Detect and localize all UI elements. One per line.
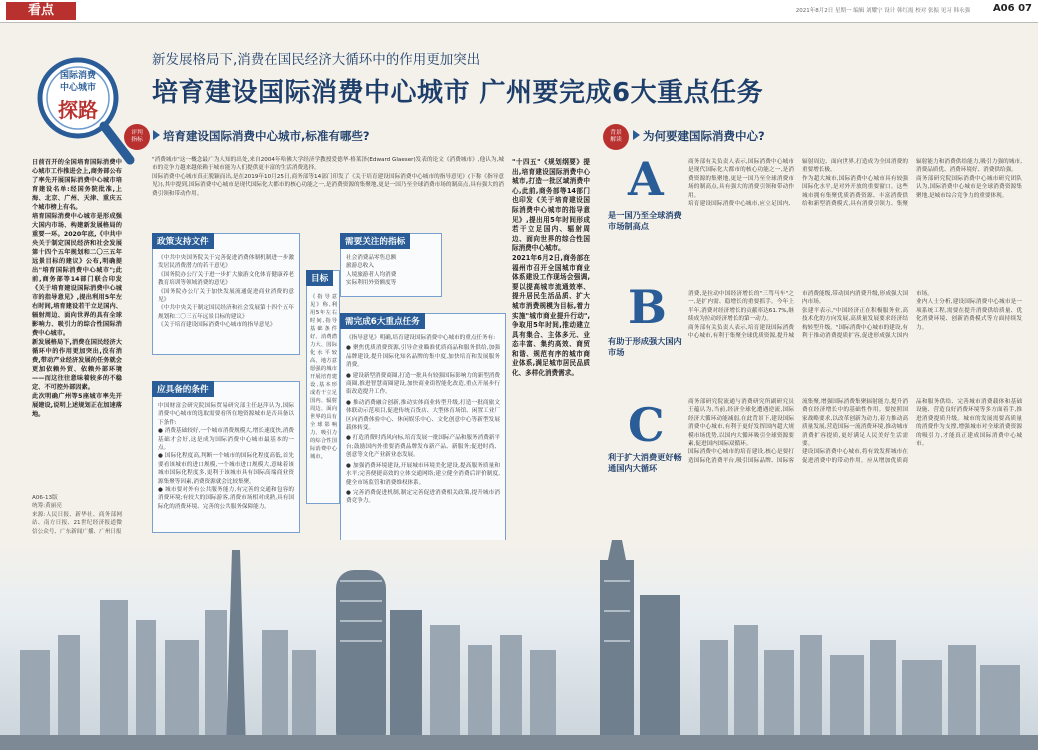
goal-text: 《指导意见》称,利用5年左右时间,指导基础条件好、消费潜力大、国际化水平较高、地方意愿强的城市开展培育建设,基本形成若干立足国内、辐射周边、面向世界的具有全球影响力、吸引力的综合性国际消费中心城市。 [310,294,337,460]
list-item: ● 打造消费时尚风向标,培育发展一批国际产品和服务消费新平台;鼓励国内外重要消费品牌发布新产品、新服务;促进时尚、创意等文化产业新业态发展。 [346,435,500,459]
middle-text: "十四五"《规划纲要》提出,培育建设国际消费中心城市,打造一批区域消费中心,此前,商务部等14部门也印发《关于培育建设国际消费中心城市的指导意见》,提出用5年时间形成若干立足国内、辐射周边、面向世界的综合性国际消费中心城市。 2021年6月2日,商务部在福州市召开全国城市商业体系建设工作现场会强调,要以提高城市流通效率、提升居民生活品质、扩大城市消费规模为目标,着力实施"城市商业提升行动",争取用5年时间,推动建立具有集合、主体多元、业态丰富、集约高效、商贸和谐、规范有序的城市商业体系,满足城市居民品质化、多样化消费需求。 [512,158,590,378]
main-title: 培育建设国际消费中心城市 广州要完成6大重点任务 [152,78,764,108]
commentary-tag-text: 评判 指标 [131,130,143,143]
list-item: 《国务院办公厅关于加快发展流通促进商业消费的意见》 [158,288,294,304]
badge-line2: 中心城市 [59,83,96,93]
policy-list [158,254,294,350]
question-arrow-icon [153,130,160,140]
letter-a-caption: 是一国乃至全球消费市场制高点 [608,210,682,231]
policy-box [152,233,300,355]
list-item: 《国务院办公厅关于进一步扩大旅游文化体育健康养老教育培训等领域消费的意见》 [158,271,294,287]
right-section-c: 商务部研究院流通与消费研究所副研究员王蕴认为,当前,经济全球化遭遇逆流,国际经济大循环动能减弱,在此背景下,建设国际消费中心城市,有利于更好发挥国内超大规模市场优势,以国内大循环吸引全球资源要素,促进国内国际双循环。 国际消费中心城市的培育建设,核心是要打造国际化消费平台,吸引国际品牌、国际客流集聚,增强国际消费集聚辐射能力,提升消费在经济增长中的基础性作用。要按照国家战略要求,以改革创新为动力,着力推动高质量发展,营造国际一流消费环境,推动城市消费扩容提质,更好满足人民美好生活需要。 建设国际消费中心城市,将有效发挥城市在促进消费中的带动作用。应从增加优质商品和服务供给、完善城市消费载体和基础设施、营造良好消费环境等多方面着手,推进消费提质升级。城市的发展需要高质量的消费作为支撑,增强城市对全球消费资源的吸引力,才能真正建成国际消费中心城市。 [688,399,1022,464]
kicker-title: 新发展格局下,消费在国民经济大循环中的作用更加突出 [152,52,481,68]
list-item: ● 建设新型消费商圈,打造一批具有较强国际影响力的新型消费商圈,推进智慧商圈建设,加快商业街智能化改造,重点开展步行街改造提升工作。 [346,372,500,396]
city-skyline-photo [0,540,1038,750]
letter-b: B [628,280,667,334]
background-tag [603,124,629,150]
background-question: 为何要建国际消费中心? [643,129,765,143]
list-item: ● 推动消费融合创新,推动实体商业转型升级,打造一批商旅文体联动示范项目,促进传统百货店、大型体育场馆、闲置工业厂区向消费体验中心、休闲娱乐中心、文化创意中心等新型发展载体转变。 [346,399,500,432]
badge-line3: 探路 [58,98,98,122]
left-lead: 日前召开的全国培育国际消费中心城市工作推进会上,商务部公布了率先开展国际消费中心城市培育建设名单:经国务院批准,上海、北京、广州、天津、重庆五个城市榜上有名。 培育国际消费中心城市是形成强大国内市场、构建新发展格局的重要一环。2020年底,《中共中央关于制定国民经济和社会发展第十四个五年规划和二〇三五年远景目标的建议》公布,明确提出"培育国际消费中心城市";此前,商务部等14部门联合印发《关于培育建设国际消费中心城市的指导意见》,提出利用5年左右时间,培育建设若干立足国内、辐射周边、面向世界的具有全球影响力、吸引力的综合性国际消费中心城市。 新发展格局下,消费在国民经济大循环中的作用更加突出,没有消费,带动产业经济发展的任务就会更加依赖外贸、依赖外部环境——而这往往意味着较多的不稳定、不可控外部因素。 此次明确广州等5座城市率先开展建设,说明上述规划正在加速落地。 [32,159,122,418]
goal-box [306,270,340,504]
conditions-box [152,381,300,533]
list-item: 《关于培育建设国际消费中心城市的指导意见》 [158,322,276,329]
badge-line1: 国际消费 [59,71,96,81]
indicator-box [340,233,442,297]
list-item: ● 加强消费环境建设,开展城市环境美化建设,提高服务质量和水平;完善便捷高效的立体交通网络;建立健全消费后评价制度,健全市场监管和消费维权体系。 [346,462,500,486]
page-number: A06 07 [992,3,1032,14]
list-item: ● 聚焦优质消费资源,引导企业瞄准优质商品和服务供给,加强品牌建设,提升国际化知名品牌的集中度,加快培育和发展服务消费。 [346,345,500,369]
right-section-b: 消费,是拉动中国经济增长的"三驾马车"之一,是扩内需、稳增长的重要抓手。今年上半年,消费对经济增长的贡献率达61.7%,继续成为拉动经济增长的第一动力。 商务部有关负责人表示,培育建设国际消费中心城市,有利于集聚全球优质资源,提升城市消费能级,带动国内消费升级,形成强大国内市场。 张建平表示,"中国经济正在积极服务业,高技术化的方向发展,高质量发展要求经济结构转型升级。"国际消费中心城市的建设,有利于推动消费提质扩容,促进形成强大国内市场。 业内人士分析,建设国际消费中心城市是一项系统工程,需要在提升消费供给质量、优化消费环境、创新消费模式等方面持续发力。 [688,291,1022,340]
section-label: 看点 [6,2,76,20]
edition-info: 2021年8月2日 星期一 编辑 刘耀宁 设计 韩红霞 校对 张振 见习 韩永强 [795,8,970,14]
header-bar [0,0,1038,23]
commentary-tag [124,124,150,150]
background-tag-text: 背景 解读 [610,130,622,143]
list-item: 《中共中央国务院关于完善促进消费体制机制进一步激发居民消费潜力的若干意见》 [158,255,294,270]
commentary-question: 培育建设国际消费中心城市,标准有哪些? [163,129,370,143]
left-credit: A06-13版 统筹:黄丽亮 来源:人民日报、新华社、商务部网站、南方日报、21世纪经济报道微信公众号、广东新闻广播、广州日报 [32,495,122,535]
indicator-box-title: 需要关注的指标 [340,233,410,249]
goal-box-title: 目标 [306,270,333,286]
list-item: 实际利用外资额度等 [346,280,397,287]
right-section-a: 商务部有关负责人表示,国际消费中心城市是现代国际化大都市的核心功能之一,是消费资源的集聚地,更是一国乃至全球消费市场的制高点,具有强大的消费引领和带动作用。 培育建设国际消费中心城市,应立足国内、辐射周边、面向世界,打造成为全国消费的重要增长极。 作为超大城市,国际消费中心城市具有较强国际化水平,是对外开放的重要窗口。这些城市拥有集聚优质消费资源、丰富消费供给和新型消费模式,具有消费引领力、集聚辐射能力和消费供给能力,吸引力强的城市,消费品质优、消费环境好、消费供给强。 商务部研究院国际消费中心城市研究团队认为,国际消费中心城市是全球消费资源集聚地,是城市综合竞争力的重要体现。 [688,159,1022,208]
tasks-list [346,334,500,572]
indicator-list [346,254,438,288]
background-arrow-icon [633,130,640,140]
tasks-intro: 《指导意见》明确,培育建设国际消费中心城市的重点任务有: [346,335,496,341]
letter-a: A [628,152,664,206]
list-item: 社会消费品零售总额 [346,255,397,261]
intro-text: "消费城市"这一概念最广为人知的出处,来自2004年哈佛大学经济学教授爱德华·格莱泽(Edward Glaeser)发表的论文《消费城市》,他认为,城市的竞争力越来越依赖于城市能为人们提供更丰富的生活消费选择。 国际消费中心城市真正脱颖而出,是在2019年10月25日,商务部等14部门印发了《关于培育建设国际消费中心城市的指导意见》(下称《指导意见》),其中提到,国际消费中心城市是现代国际化大都市的核心功能之一,是消费资源的集聚地,更是一国乃至全球消费市场的制高点,具有强大的消费引领和带动作用。 [152,157,504,197]
search-badge [30,52,140,172]
list-item: 《中共中央关于制定国民经济和社会发展第十四个五年规划和二〇三五年远景目标的建议》 [158,305,294,320]
letter-c-caption: 利于扩大消费更好畅通国内大循环 [608,452,682,473]
conditions-text: 中国财富会研究院国际贸易研究部主任赵萍认为,国际消费中心城市的选取需要看所在地资源城市是否具备以下条件: ● 消费基础较好,一个城市消费规模大,增长速度快,消费基础才会好,这是成为国际消费中心城市最基本的一点。 ● 国际化程度高,判断一个城市的国际化程度高低,首先要看该城市的进口规模,一个城市进口规模大,意味着该城市国际化程度多,更利于该城市具有国际高端商业资源集聚等因素,消费资源就会比较集聚。 ● 城市要对外有公共服务能力,有完善的交通和包容的消费环境;有较大的国际游客,消费市场相对成熟,具有国际化的消费环境、完善的公共服务保障能力。 [158,403,294,510]
list-item: 旅游总收入 [346,263,374,270]
tasks-box-title: 需完成6大重点任务 [340,313,425,329]
policy-box-title: 政策支持文件 [152,233,214,249]
tasks-box [340,313,506,577]
list-item: 人境旅游者人均消费 [346,271,397,278]
conditions-box-title: 应具备的条件 [152,381,214,397]
letter-b-caption: 有助于形成强大国内市场 [608,336,682,357]
letter-c: C [628,398,665,452]
list-item: ● 完善消费促进机制,制定完善促进消费相关政策,提升城市消费竞争力。 [346,489,500,505]
